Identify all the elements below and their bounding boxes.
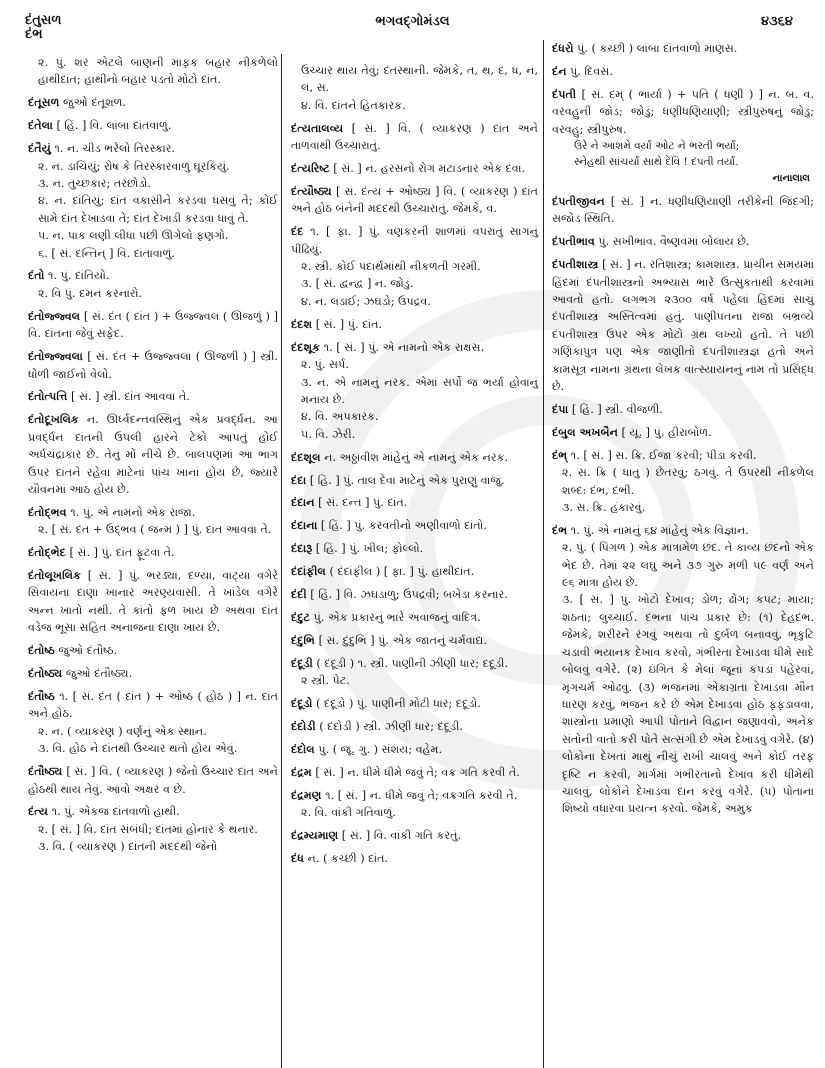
entry-line: [291, 827, 538, 844]
dictionary-entry: [552, 401, 814, 418]
headword: દંપા: [552, 401, 569, 416]
quotation-line: સ્નેહથી સાંચર્યાં સાથે દેવિ ! દંપતી તર્યાં.: [574, 156, 739, 169]
quotation-author: નાનાલાલ: [772, 173, 810, 185]
entry-line: [28, 665, 278, 682]
entry-line: [291, 449, 538, 466]
entry-line: [28, 763, 278, 798]
dictionary-entry: [28, 665, 278, 682]
headword: દંદૂડો: [291, 696, 313, 711]
headword: દંદશ: [291, 316, 313, 331]
headword: દંદી: [291, 587, 307, 602]
headword: દંભ્: [552, 447, 568, 462]
column-divider: [281, 54, 282, 1068]
headword: દંતોદૂખલિક: [28, 412, 79, 427]
headword: દંતોદ્ભવ: [28, 504, 67, 519]
definition-text: જુઓ દંતૌષ્ઠ્ય.: [65, 667, 133, 681]
headword: દંતોત્પત્તિ: [28, 389, 68, 404]
dictionary-entry: [28, 348, 278, 383]
sense-line: ૩. વિ. હોઠ ને દાંતથી ઉચ્ચાર થતો હોય એવું.: [38, 742, 238, 756]
definition-text: [ સં. ] પું. દાંત.: [315, 317, 383, 331]
headword: દંત્ય: [28, 804, 49, 819]
sense-line: ૪. વિ. અપકારક.: [301, 410, 379, 424]
headword: દંન: [552, 63, 567, 78]
headword: દંદ: [291, 224, 304, 239]
definition-text: ૧. પું. દાંતિયો.: [48, 269, 110, 283]
definition-text: પું. દિવસ.: [570, 64, 613, 78]
definition-text: [ સં. ] પું. દાંત ફૂટવા તે.: [69, 546, 175, 560]
definition-text: પું. સખીભાવ. વૈષ્ણવમાં બોલાય છે.: [598, 235, 750, 249]
sense-line: ૪. વિ. દાંતને હિતકારક.: [301, 98, 406, 112]
sense-line: ૩. [ સં. દ્વન્દ્વ ] ન. જોડું.: [301, 277, 414, 291]
entry-line: [552, 447, 814, 464]
dictionary-entry: [291, 718, 538, 735]
headword: દંતોલૂખલિક: [28, 568, 82, 583]
sense-line: ઉચ્ચાર થાય તેવું; દંતસ્થાની. જેમકે, ત, થ, દ, ધ, ન, લ, સ.: [301, 64, 538, 95]
dictionary-entry: [28, 308, 278, 343]
headword: દંતૌષ્ઠ્ય: [28, 764, 63, 779]
dictionary-entry: [291, 339, 538, 443]
entry-line: [291, 472, 538, 489]
definition-text: [ સં. દન્ત ] પું. દાંત.: [318, 496, 408, 510]
definition-text: [ સં. ] સ્ત્રી. દાંત આવવા તે.: [71, 390, 190, 404]
headword: દંદુટ: [291, 609, 311, 624]
entry-line: [291, 655, 538, 672]
definition-text: [ સં. ] ન. ધીમે ધીમે જવું તે; વક્ર ગતિ કરવી તે.: [315, 765, 520, 779]
headword: દંદાન: [291, 495, 315, 510]
sense-line: ૪. ન. દાંતિયું; દાંત વકાસીને કરડવા ધસવું તે; કોઈ સામે દાંત દેખાડવા તે; દાંત દેખાડી કરડવા ધાવું તે.: [38, 194, 278, 225]
definition-text: [ હિં. ] પું. કરવતીનો અણીવાળો દાંતો.: [320, 519, 487, 533]
sense-line: ૩. ન. એ નામનું નરક. એમાં સર્પો જ ભર્યા હોવાનું મનાય છે.: [301, 375, 538, 406]
entry-line: [28, 567, 278, 637]
dictionary-entry: [552, 63, 814, 80]
entry-line: [552, 63, 814, 80]
column-divider: [543, 40, 544, 1068]
definition-text: ૧. [ સં. ] ન. ધીમે જવું તે; વક્રગતિ કરવી તે.: [325, 788, 518, 802]
definition-text: પું. ( જૂ. ગુ. ) સંશય; વહેમ.: [318, 742, 443, 756]
definition-text: ( દંદાંફીલ ) [ ફા. ] પું. હાથીદાંત.: [329, 565, 475, 579]
dictionary-entry: [291, 741, 538, 758]
definition-text: ( દંદૂડી ) ૧. સ્ત્રી. પાણીની ઝીણી ધાર; દદૂડી.: [316, 656, 508, 670]
definition-text: [ યૂ. ] પું. હીરાબોળ.: [621, 425, 712, 439]
dictionary-entry: [291, 316, 538, 333]
definition-text: ન. અઠ્ઠાવીશ માંહેનું એ નામનું એક નરક.: [324, 450, 509, 464]
definition-text: ( દંદોડી ) સ્ત્રી. ઝીણી ધાર; દંદૂડી.: [319, 720, 463, 733]
definition-text: [ હિં. ] પું. તાલ દેવા માટેનું એક પુરાણું વાજું.: [309, 473, 505, 487]
sense-line: ૨. પું. સર્પ.: [301, 358, 349, 372]
headword: દંભ: [552, 522, 568, 537]
headword: દંતોષ્ઠ: [28, 643, 55, 658]
entry-line: [291, 120, 538, 155]
entry-line: [291, 718, 538, 735]
column-3: [552, 40, 814, 823]
entry-line: [28, 411, 278, 498]
definition-text: ૧. ન. ચીડ ભરેલો તિરસ્કાર.: [54, 142, 176, 156]
sense-line: ૫. વિ. ઝેરી.: [301, 427, 356, 441]
sense-line: ૨. [ સં. દંત + ઉદ્ભવ ( જન્મ ) ] પું. દાંત આવવા તે.: [38, 523, 272, 537]
definition-text: [ હિં. ] પું. ખીલ; ફોલ્લો.: [315, 542, 424, 556]
headword: દંત્યરિષ્ટ: [291, 161, 330, 176]
headword: દંદ્રમણ: [291, 787, 322, 802]
sense-line: ૨ સ્ત્રી. પેટ.: [301, 674, 350, 688]
entry-line: [28, 267, 278, 284]
page-number: ૪૩૬૪: [760, 14, 793, 29]
dictionary-entry: [552, 256, 814, 395]
headword: દંતોદ્ભેદ: [28, 545, 66, 560]
entry-line: [291, 741, 538, 758]
definition-text: [ સં. દંત ( દાંત ) + ઉજ્જ્વલ ( ઊજળું ) ] વિ. દાંતના જેવું સફેદ.: [28, 309, 278, 341]
dictionary-entry: [28, 267, 278, 302]
headword: દંદ્રમ: [291, 764, 312, 779]
sense-line: ૩. [ સં. ] પું. ખોટો દેખાવ; ડોળ; ઢોંગ; કપટ; માયા; શઠતા; લુચ્ચાઈ. દંભના પાંચ પ્રકાર છે: (૧) દેહદંભ. જેમકે, શરીરને રંગવું અથવા તો દુર્બળ બનાવવું, ભૃકુટિ ચડાવી ભયાનક દેખાવ કરવો, ગંભીરતા દેખાડવા ધીમે સાદે બોલવું વગેરે. (૨) ઇંગિત કે મેલાં જૂનાં કપડાં પહેરવાં, મૃગચર્મ ઓઢવું. (૩) ભજનમાં એકાગ્રતા દેખાડવા મૌન ધારણ કરવું, ભજન કરે છે એમ દેખાડવા હોઠ ફફડાવવા, શાસ્ત્રોનાં પ્રમાણો આપી પોતાને વિદ્વાન જણાવવો, અનેક સંતોની વાતો કરી પોતે સત્સંગી છે એમ દેખાડવું વગેરે. (૪) લોકોના દેખતાં માથું નીચું રાખી ચાલવું અને કોઈ તરફ દૃષ્ટિ ન કરવી, માર્ગમાં ગંભીરતાનો દેખાવ કરી ધીમેથી ચાલવું, લોકોને દેખાડવા દાન કરવું વગેરે. (૫) પોતાના શિષ્યો વધારવા પ્રયત્ન કરવો. જેમકે, અમુક: [562, 593, 814, 816]
definition-text: જુઓ દંતૂશળ.: [63, 96, 126, 110]
sense-line: ૩. ન. તુચ્છકાર; તરછોડો.: [38, 176, 151, 190]
definition-text: ૧. પું. એકજ દાંતવાળો હાથી.: [51, 805, 180, 819]
definition-text: [ હિં. ] વિ. ઝઘડાળુ; ઉપદ્રવી; બખેડા કરનાર.: [310, 588, 508, 602]
dictionary-entry: [28, 567, 278, 637]
sense-line: ૨. [ સં. ] વિ. દાંત સંબંધી; દાંતમાં હોનાર કે થનાર.: [38, 822, 258, 836]
dictionary-entry: [291, 540, 538, 557]
column-2: [291, 62, 538, 873]
definition-text: [ હિં. ] વિ. લાંબા દાંતવાળું.: [56, 119, 172, 133]
definition-text: ( દંદૂડો ) પું. પાણીની મોટી ધાર; દદૂડો.: [316, 697, 481, 711]
definition-text: ન. ઊર્ધ્વદન્તવસ્થિનું એક પ્રવર્દ્ધન. આ પ્રવર્દ્ધન દાંતની ઉપલી હારને ટેકો આપતું હોઈ અર્ધચંદ્રાકાર છે. તેનું મોં નીચે છે. બાલપણમાં આ ભાગ ઉપર દાંતને રહેવા માટેનાં પાંચ ખાનાં હોય છે, જ્યારે યૌવનમાં આઠ હોય છે.: [28, 413, 278, 496]
sense-line: ૨. સ. ક્રિ ( ધાતુ ) છેતરવું; ઠગવું. તે ઉપરથી નીકળેલ શબ્દ: દંભ, દંભી.: [562, 466, 814, 497]
dictionary-entry: [291, 827, 538, 844]
entry-line: [291, 339, 538, 356]
headword: દંપતીજીવન: [552, 193, 605, 208]
definition-text: ૧. પું. એ નામનું ૬૪ માંહેનું એક વિજ્ઞાન.: [570, 523, 749, 537]
dictionary-entry: [291, 183, 538, 218]
entry-line: [291, 563, 538, 580]
entry-line: [28, 803, 278, 820]
definition-text: જુઓ દંતૌષ્ઠ.: [58, 644, 118, 658]
entry-line: [28, 94, 278, 111]
dictionary-entry: [291, 850, 538, 867]
entry-line: [291, 850, 538, 867]
definition-text: [ સં. ] વિ. ( વ્યાકરણ ) દાંત અને તાળવાથી ઉચ્ચારાતું.: [291, 121, 538, 153]
sense-line: ૫. ન. પાક લણી લીધા પછી ઊગેલો ફણગો.: [38, 229, 229, 243]
dictionary-entry: [291, 160, 538, 177]
headword: દંદારૂ: [291, 541, 313, 556]
headword: દંદાના: [291, 518, 318, 533]
sense-line: ૨. ન. ( વ્યાકરણ ) વર્ણનું એક સ્થાન.: [38, 724, 207, 738]
headword: દંત્યૌષ્ઠ્ય: [291, 183, 332, 198]
headword: દંધરો: [552, 41, 574, 55]
dictionary-entry: [291, 494, 538, 511]
definition-text: [ સં. ] ન. રતિશાસ્ત્ર; કામશાસ્ત્ર. પ્રાચીન સમયમાં હિંદમાં દંપતીશાસ્ત્રનો અભ્યાસ ભારે ઉત્સુકતાથી કરવામાં આવતો હતો. લગભગ ૨૩૦૦ વર્ષ પહેલાં હિંદમાં સાચું દંપતીશાસ્ત્ર અસ્તિત્વમાં હતું. પાણીપતના રાજા બભ્રવ્યે દંપતીશાસ્ત્ર ઉપર એક મોટો ગ્રંથ લખ્યો હતો. તે પછી ગણિકાપુત્ર પણ એક જાણીતો દંપતીશાસ્ત્રજ્ઞ હતો અને કામસૂત્ર નામના ગ્રંથના લેખક વાત્સ્યાયનનું નામ તો પ્રસિદ્ધ છે.: [552, 258, 814, 393]
headword: દંદૂડી: [291, 655, 313, 670]
dictionary-entry: [291, 120, 538, 155]
headword: દંતોજ્જ્વલા: [28, 349, 83, 364]
headword: દંપતીશાસ્ત્ર: [552, 257, 599, 272]
dictionary-entry: [291, 764, 538, 781]
entry-line: [291, 494, 538, 511]
dictionary-entry: [28, 54, 278, 89]
entry-line: [552, 424, 814, 441]
entry-line: [28, 642, 278, 659]
definition-text: પું. એક પ્રકારનું ભારે અવાજનું વાદિત્ર.: [313, 610, 481, 624]
definition-text: ૧. [ સં. ] પું. એ નામનો એક રાક્ષસ.: [323, 340, 485, 354]
definition-text: [ સં. દુંદુભિ ] પું. એક જાતનું ચર્મવાદ્ય.: [318, 633, 487, 647]
dictionary-entry: [28, 140, 278, 262]
headword: દંતોજ્જ્વલ: [28, 308, 81, 323]
definition-text: ન. ( કચ્છી ) દાંત.: [307, 851, 389, 865]
book-title: ભગવદ્ગોમંડલ: [375, 14, 450, 29]
dictionary-entry: [28, 388, 278, 405]
sense-line: ૨. સ્ત્રી. કોઈ પદાર્થમાંથી નીકળતી ગરમી.: [301, 260, 481, 274]
sense-line: ૪. ન. લડાઈ; ઝઘડો; ઉપદ્રવ.: [301, 294, 431, 308]
entry-line: [28, 688, 278, 723]
dictionary-entry: [291, 695, 538, 712]
entry-line: [291, 183, 538, 218]
definition-text: [ હિં. ] સ્ત્રી. વીજળી.: [571, 402, 663, 416]
headword: દંદોલ: [291, 741, 315, 756]
entry-line: [552, 233, 814, 250]
headword: દંતો: [28, 268, 45, 283]
entry-line: [291, 223, 538, 258]
dictionary-entry: [28, 642, 278, 659]
definition-text: ૧. [ ફા. ] પું. વણકરની શાળમાં વપરાતું સાગનું પીંઢિયું.: [291, 225, 538, 256]
headword: દંદ્રમ્યમાણ: [291, 828, 339, 843]
dictionary-entry: [291, 563, 538, 580]
definition-text: [ સં. દંત્ય + ઓષ્ઠ્ય ] વિ. ( વ્યાકરણ ) દાંત અને હોઠ બંનેની મદદથી ઉચ્ચારાતું. જેમકે, વ.: [291, 184, 538, 216]
entry-line: [291, 632, 538, 649]
entry-line: [291, 787, 538, 804]
sense-line: ૬. [ સં. દન્તિન્ ] વિ. દાંતાવાળું.: [38, 246, 175, 260]
dictionary-entry: [552, 86, 814, 188]
sense-line: ૨. ન. ડાચિયું; રોષ કે તિરસ્કારવાળું ઘૂરકિયું.: [38, 159, 230, 173]
sense-line: ૨. પું. ( પિંગળ ) એક માત્રામેળ છંદ. તે કાવ્ય છંદનો એક ભેદ છે. તેમાં ૨૨ લઘુ અને ૩૭ ગુરુ મળી ૫૯ વર્ણ અને ૯૬ માત્રા હોય છે.: [562, 541, 814, 590]
definition-text: ૧. [ સં. દંત ( દાંત ) + ઓષ્ઠ ( હોઠ ) ] ન. દાંત અને હોઠ.: [28, 690, 278, 721]
dictionary-entry: [552, 40, 814, 57]
headword: દંતૌષ્ઠ: [28, 689, 55, 703]
dictionary-entry: [291, 655, 538, 690]
entry-line: [291, 540, 538, 557]
definition-text: [ સં. ] પું. ભરડ્યા, દળ્યા, વાટ્યા વગેરે સિવાયના દાણા ખાનાર અરણ્યવાસી. તે ખાંડેલ વગેરે અન્ન ખાતો નથી. તે કાંતો ફળ ખાય છે અથવા દાંત વડેજ ભૂસા સહિત અનાજના દાણા ખાય છે.: [28, 569, 278, 635]
quotation-line: ઉરે ને આશમે વર્યાં ઓટ ને ભરતી ભર્યાં;: [574, 140, 740, 153]
dictionary-entry: [28, 763, 278, 798]
sense-line: ૨. પું. શર એટલે બાણની માફક બહાર નીકળેલો હાથીદાંત; હાથીનો બહાર પડતો મોટો દાંત.: [38, 56, 278, 87]
sense-line: ૩. વિ. ( વ્યાકરણ ) દાંતની મદદથી જેનો: [38, 840, 218, 854]
definition-text: [ સં. ] વિ. ( વ્યાકરણ ) જેનો ઉચ્ચાર દાંત અને હોઠથી થાય તેવું. આવો અક્ષર વ છે.: [28, 765, 278, 796]
entry-line: [552, 522, 814, 539]
guide-word-first: દંતુસળ: [25, 13, 62, 28]
headword: દંદુભિ: [291, 632, 315, 647]
dictionary-entry: [28, 544, 278, 561]
entry-line: [291, 517, 538, 534]
definition-text: [ સં. દમ્ ( ભાર્યા ) + પતિ ( ધણી ) ] ન. બ. વ. વરવહુની જોડ; જોડું; ધણીધણિયાણી; સ્ત્રીપુરુષનું જોડું; વરવહુ; સ્ત્રીપુરુષ.: [552, 87, 814, 136]
headword: દંદોડી: [291, 719, 316, 733]
headword: દંધ: [291, 850, 304, 865]
dictionary-entry: [291, 223, 538, 310]
dictionary-entry: [28, 688, 278, 758]
definition-text: [ સં. ] ન. હરસનો રોગ મટાડનાર એક દવા.: [333, 162, 526, 176]
entry-line: [28, 308, 278, 343]
dictionary-entry: [291, 632, 538, 649]
headword: દંદશૂક: [291, 339, 321, 354]
entry-line: [291, 609, 538, 626]
entry-line: [291, 586, 538, 603]
dictionary-entry: [291, 787, 538, 822]
entry-line: [291, 764, 538, 781]
guide-word-second: દંભ: [25, 27, 43, 42]
entry-line: [552, 193, 814, 228]
definition-text: [ સં. ] વિ. વાંકી ગતિ કરતું.: [341, 829, 462, 843]
sense-line: ૨. વિ. વાંકી ગતિવાળું.: [301, 806, 396, 820]
entry-line: [28, 117, 278, 134]
dictionary-entry: [291, 609, 538, 626]
entry-line: [28, 140, 278, 157]
headword: દંત્યતાલવ્ય: [291, 120, 344, 135]
dictionary-entry: [291, 517, 538, 534]
dictionary-entry: [28, 94, 278, 111]
dictionary-entry: [28, 504, 278, 539]
entry-line: [552, 256, 814, 395]
dictionary-entry: [552, 233, 814, 250]
sense-line: ૨. વિ પું. દમન કરનારો.: [38, 286, 143, 300]
dictionary-entry: [28, 803, 278, 855]
headword: દંતૂસળ: [28, 95, 60, 110]
headword: દંપતીભાવ: [552, 234, 595, 249]
headword: દંદશૂલ: [291, 449, 321, 464]
dictionary-entry: [291, 62, 538, 114]
entry-line: [291, 316, 538, 333]
entry-line: [28, 544, 278, 561]
definition-text: [ સં. ] ન. ધણીધણિયાણી તરીકેની જિંદગી; સજોડ સ્થિતિ.: [552, 194, 814, 226]
entry-line: [552, 401, 814, 418]
definition-text: પું. ( કચ્છી ) લાંબા દાંતવાળો માણસ.: [577, 42, 738, 55]
headword: દંદાંફીલ: [291, 564, 326, 579]
entry-line: [291, 695, 538, 712]
dictionary-entry: [291, 449, 538, 466]
dictionary-entry: [28, 117, 278, 134]
column-1: [28, 54, 278, 861]
headword: દંતોષ્ઠ્ય: [28, 666, 63, 681]
sense-line: ૩. સ. ક્રિ. હંકારવું.: [562, 500, 646, 514]
headword: દંતૈયું: [28, 141, 51, 156]
entry-line: [28, 504, 278, 521]
entry-line: [552, 86, 814, 138]
entry-line: [28, 348, 278, 383]
headword: દંબુલ અખબૈન: [552, 424, 618, 439]
entry-line: [28, 388, 278, 405]
dictionary-entry: [552, 424, 814, 441]
dictionary-entry: [552, 193, 814, 228]
dictionary-entry: [291, 472, 538, 489]
dictionary-entry: [291, 586, 538, 603]
dictionary-entry: [28, 411, 278, 498]
definition-text: ૧. પું. એ નામનો એક રાજા.: [70, 505, 196, 519]
dictionary-entry: [552, 447, 814, 517]
headword: દંપતી: [552, 86, 577, 101]
entry-line: [552, 40, 814, 57]
headword: દંદા: [291, 472, 307, 487]
definition-text: ૧. [ સં. ] સ. ક્રિ. ઈજા કરવી; પીડા કરવી.: [570, 448, 757, 462]
dictionary-entry: [552, 522, 814, 818]
headword: દંતેલા: [28, 118, 53, 133]
entry-line: [291, 160, 538, 177]
definition-text: [ સં. દંત + ઉજ્જ્વલા ( ઊજળી ) ] સ્ત્રી. ધોળી જાઈનો વેલો.: [28, 350, 278, 381]
